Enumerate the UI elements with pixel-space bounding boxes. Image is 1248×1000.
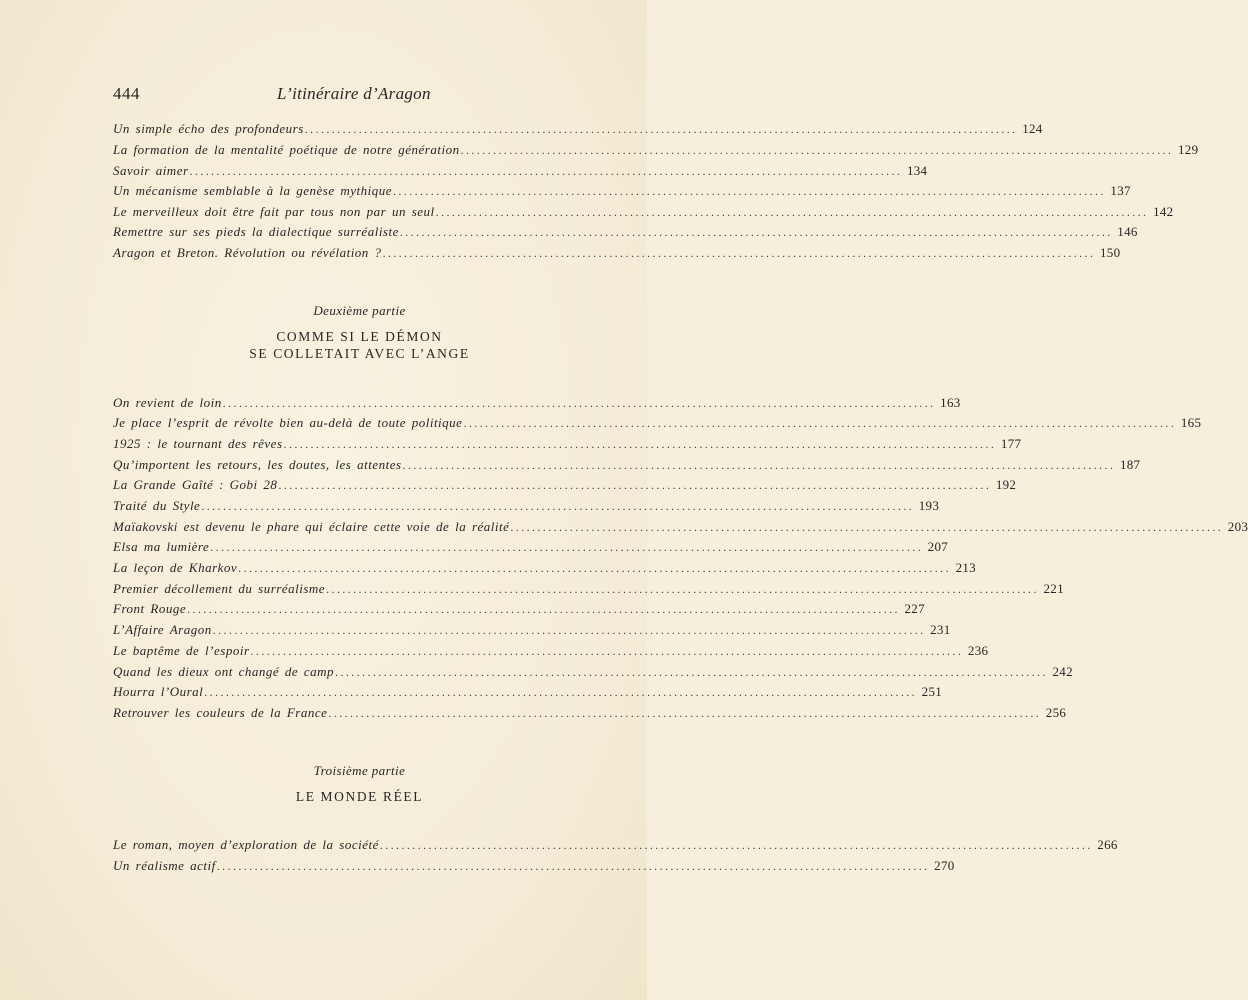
dot-leader: .................................................................................................................................... — [402, 458, 1116, 472]
part-title-line-1: COMME SI LE DÉMON — [276, 329, 443, 344]
toc-entry-title: Je place l’esprit de révolte bien au-delà de toute politique — [113, 415, 463, 430]
dot-leader: .................................................................................................................................... — [435, 205, 1149, 219]
toc-entry-page: 177 — [1000, 436, 1022, 451]
dot-leader: .................................................................................................................................... — [212, 623, 926, 637]
toc-entry-page: 192 — [995, 477, 1017, 492]
toc-entry-title: Remettre sur ses pieds la dialectique surréaliste — [113, 224, 399, 239]
toc-entry — [113, 395, 961, 413]
dot-leader: .................................................................................................................................... — [189, 164, 903, 178]
part-title-line-2: SE COLLETAIT AVEC L’ANGE — [249, 346, 470, 361]
dot-leader: .................................................................................................................................... — [379, 838, 1093, 852]
toc-entry-title: Le baptême de l’espoir — [113, 643, 250, 658]
toc-entry — [113, 622, 951, 640]
toc-entry — [113, 837, 1118, 855]
toc-entry-page: 213 — [955, 560, 976, 575]
toc-entry — [113, 224, 1138, 242]
toc-entry-page: 142 — [1153, 204, 1174, 219]
toc-entry — [113, 436, 1022, 454]
dot-leader: .................................................................................................................................... — [250, 644, 964, 658]
toc-entry-page: 163 — [940, 395, 961, 410]
toc-entry-title: Maïakovski est devenu le phare qui éclaire cette voie de la réalité — [113, 519, 510, 534]
dot-leader: .................................................................................................................................... — [222, 396, 936, 410]
toc-entry — [113, 142, 1199, 160]
toc-entry-title: Hourra l’Oural — [113, 684, 204, 699]
toc-entry-title: Un simple écho des profondeurs — [113, 121, 304, 136]
toc-entry-title: On revient de loin — [113, 395, 222, 410]
toc-entry-title: Savoir aimer — [113, 163, 189, 178]
toc-entry-page: 134 — [906, 163, 928, 178]
dot-leader: .................................................................................................................................... — [335, 665, 1048, 679]
toc-entry-title: Qu’importent les retours, les doutes, les attentes — [113, 457, 402, 472]
dot-leader: .................................................................................................................................... — [304, 122, 1018, 136]
toc-entry-title: La leçon de Kharkov — [113, 560, 238, 575]
toc-entry-page: 221 — [1043, 581, 1064, 596]
toc-entry-page: 270 — [934, 858, 955, 873]
dot-leader: .................................................................................................................................... — [399, 225, 1113, 239]
dot-leader: .................................................................................................................................... — [393, 184, 1106, 198]
toc-entry-title: Elsa ma lumière — [113, 539, 210, 554]
part-label: Deuxième partie — [313, 303, 406, 318]
dot-leader: .................................................................................................................................... — [238, 561, 951, 575]
toc-entry — [113, 183, 1131, 201]
toc-entry-page: 236 — [967, 643, 989, 658]
dot-leader: .................................................................................................................................... — [283, 437, 997, 451]
toc-entry — [113, 457, 1141, 475]
toc-entry-page: 266 — [1097, 837, 1118, 852]
toc-entry-title: La formation de la mentalité poétique de notre génération — [113, 142, 460, 157]
toc-entry — [113, 519, 1248, 537]
toc-entry-title: Un réalisme actif — [113, 858, 216, 873]
dot-leader: .................................................................................................................................... — [463, 416, 1177, 430]
toc-entry-page: 227 — [904, 601, 925, 616]
toc-entry-page: 187 — [1119, 457, 1141, 472]
toc-entry-page: 251 — [921, 684, 943, 699]
part-label: Troisième partie — [313, 763, 406, 778]
toc-entry — [113, 163, 928, 181]
toc-entry-page: 203 — [1227, 519, 1248, 534]
toc-entry — [113, 705, 1067, 723]
toc-entry-page: 129 — [1178, 142, 1199, 157]
toc-entry-title: Front Rouge — [113, 601, 187, 616]
toc-entry-page: 150 — [1099, 245, 1121, 260]
page-header — [113, 84, 605, 108]
toc-entry-page: 242 — [1052, 664, 1073, 679]
dot-leader: .................................................................................................................................... — [210, 540, 924, 554]
toc-entry — [113, 560, 976, 578]
toc-entry — [113, 415, 1202, 433]
toc-entry — [113, 858, 955, 876]
toc-entry — [113, 664, 1073, 682]
toc-entry-page: 256 — [1045, 705, 1067, 720]
toc-entry — [113, 477, 1017, 495]
toc-entry-page: 124 — [1022, 121, 1043, 136]
toc-entry-title: Traité du Style — [113, 498, 201, 513]
toc-entry-title: La Grande Gaîté : Gobi 28 — [113, 477, 278, 492]
dot-leader: .................................................................................................................................... — [382, 246, 1096, 260]
toc-entry-title: Quand les dieux ont changé de camp — [113, 664, 335, 679]
toc-entry-title: Premier décollement du surréalisme — [113, 581, 326, 596]
running-title: L’itinéraire d’Aragon — [277, 84, 431, 103]
toc-entry — [113, 581, 1064, 599]
toc-entry-title: Le merveilleux doit être fait par tous non par un seul — [113, 204, 435, 219]
toc-entry-page: 207 — [927, 539, 949, 554]
toc-entry — [113, 498, 940, 516]
dot-leader: .................................................................................................................................... — [326, 582, 1039, 596]
dot-leader: .................................................................................................................................... — [328, 706, 1042, 720]
toc-entry-page: 231 — [930, 622, 951, 637]
dot-leader: .................................................................................................................................... — [201, 499, 915, 513]
toc-entry-page: 146 — [1117, 224, 1138, 239]
toc-entry — [113, 121, 1043, 139]
dot-leader: .................................................................................................................................... — [510, 520, 1224, 534]
toc-entry-title: Le roman, moyen d’exploration de la société — [113, 837, 379, 852]
toc-entry — [113, 601, 925, 619]
toc-entry-title: Retrouver les couleurs de la France — [113, 705, 328, 720]
toc-entry — [113, 245, 1121, 263]
dot-leader: .................................................................................................................................... — [204, 685, 918, 699]
page-number: 444 — [113, 84, 140, 103]
dot-leader: .................................................................................................................................... — [187, 602, 900, 616]
toc-entry-title: Un mécanisme semblable à la genèse mythique — [113, 183, 392, 198]
toc-entry-title: Aragon et Breton. Révolution ou révélation ? — [113, 245, 382, 260]
dot-leader: .................................................................................................................................... — [216, 859, 930, 873]
toc-entry — [113, 539, 949, 557]
toc-entry-page: 137 — [1110, 183, 1131, 198]
toc-entry-title: 1925 : le tournant des rêves — [113, 436, 283, 451]
toc-entry — [113, 684, 943, 702]
toc-entry-title: L’Affaire Aragon — [113, 622, 212, 637]
toc-entry — [113, 204, 1174, 222]
toc-entry — [113, 643, 989, 661]
toc-entry-page: 193 — [918, 498, 940, 513]
dot-leader: .................................................................................................................................... — [460, 143, 1174, 157]
dot-leader: .................................................................................................................................... — [278, 478, 992, 492]
part-title: LE MONDE RÉEL — [295, 789, 424, 804]
toc-entry-page: 165 — [1180, 415, 1202, 430]
